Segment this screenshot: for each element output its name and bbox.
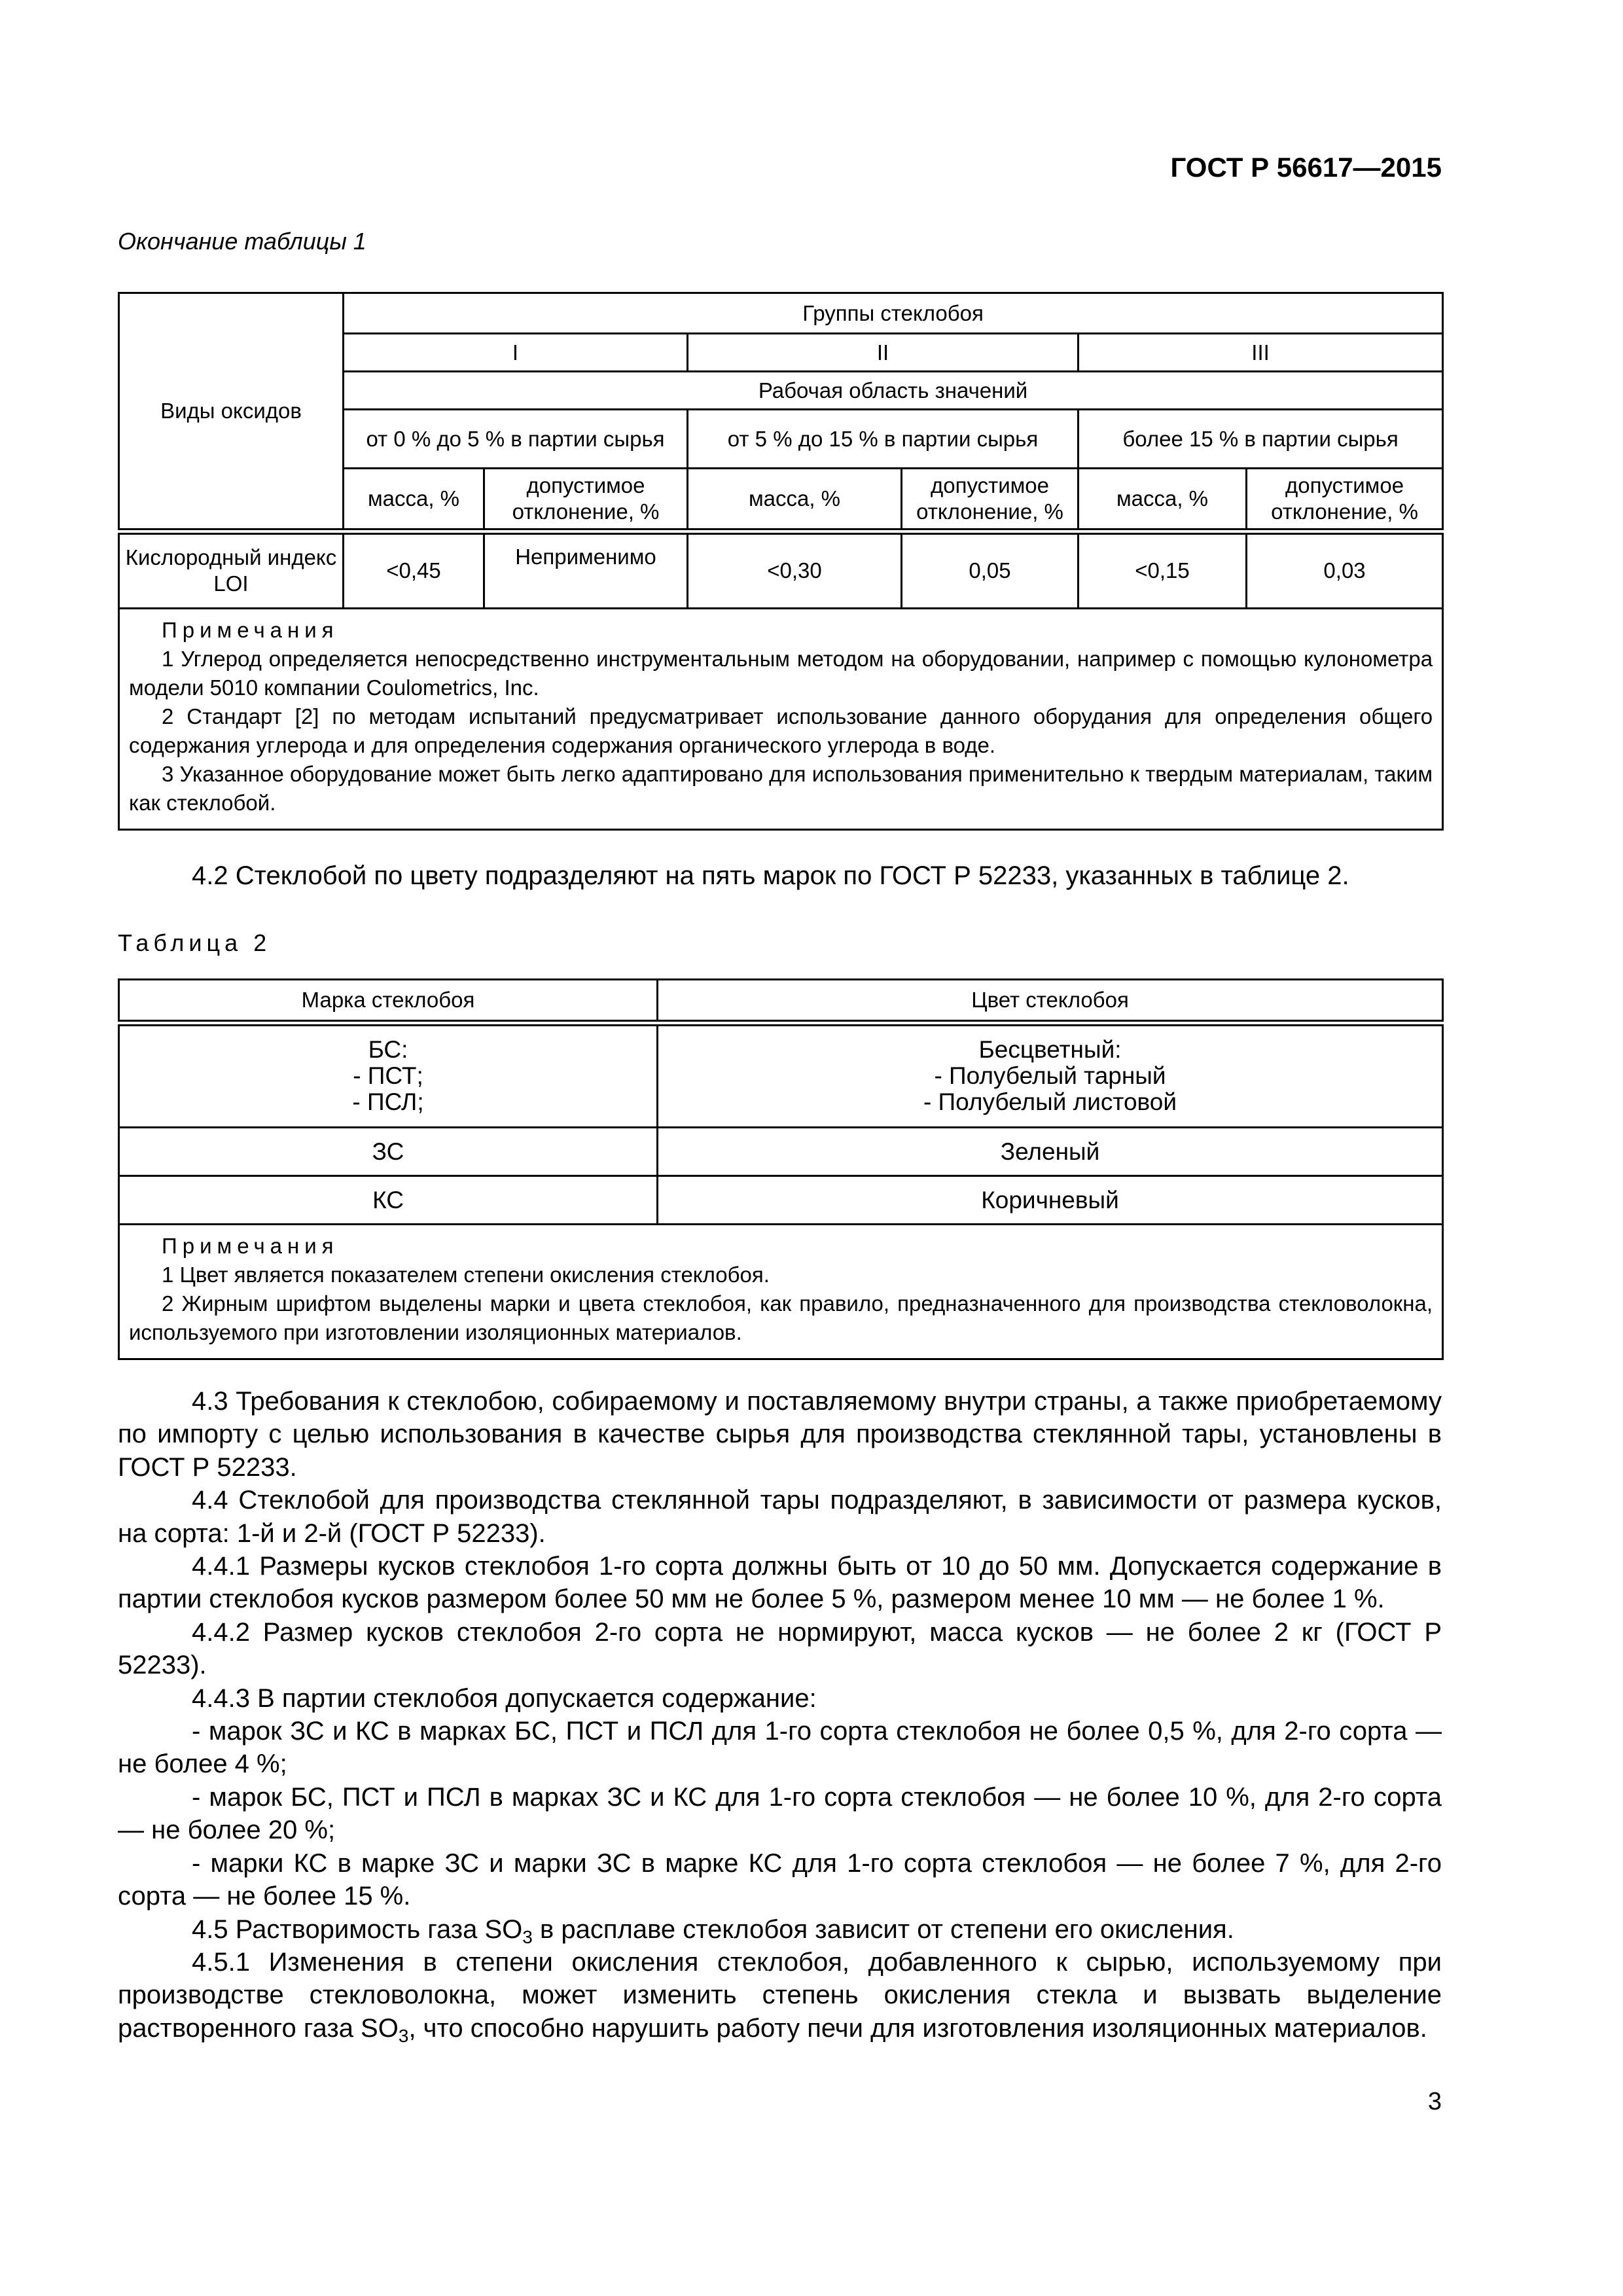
group-3: III bbox=[1079, 334, 1443, 372]
header-color: Цвет стеклобоя bbox=[658, 980, 1443, 1023]
note: 1 Цвет является показателем степени окисления стеклобоя. bbox=[162, 1263, 770, 1287]
document-header-id: ГОСТ Р 56617—2015 bbox=[1170, 152, 1442, 183]
paragraph-4-3: 4.3 Требования к стеклобою, собираемому и поставляемому внутри страны, а также приобретаемому по импорту с целью использования в качестве сырья для производства стеклянной тары, установлены в ГОСТ Р 52233. bbox=[118, 1387, 1442, 1482]
group-2: II bbox=[688, 334, 1079, 372]
subheader-deviation: допустимое отклонение, % bbox=[902, 469, 1079, 531]
paragraph-4-2: 4.2 Стеклобой по цвету подразделяют на пять марок по ГОСТ Р 52233, указанных в таблице 2. bbox=[192, 861, 1349, 890]
subheader-deviation: допустимое отклонение, % bbox=[1247, 469, 1443, 531]
subheader-mass: масса, % bbox=[1079, 469, 1247, 531]
color-line: - Полубелый тарный bbox=[934, 1062, 1166, 1090]
table-row bbox=[119, 531, 1443, 609]
notes-title: Примечания bbox=[162, 618, 339, 642]
mark-cell: КС bbox=[119, 1176, 658, 1225]
subheader-mass: масса, % bbox=[688, 469, 902, 531]
paragraph-4-4-3: 4.4.3 В партии стеклобоя допускается содержание: bbox=[192, 1683, 817, 1713]
note: 2 Жирным шрифтом выделены марки и цвета стеклобоя, как правило, предназначенного для производства стекловолокна, используемого при изготовлении изоляционных материалов. bbox=[129, 1291, 1433, 1344]
table2-notes bbox=[119, 1225, 1443, 1359]
color-cell: Зеленый bbox=[658, 1128, 1443, 1176]
text: , что способно нарушить работу печи для изготовления изоляционных материалов. bbox=[408, 2013, 1427, 2043]
color-cell bbox=[658, 1023, 1443, 1128]
page-number: 3 bbox=[1427, 2088, 1442, 2115]
range-1: от 0 % до 5 % в партии сырья bbox=[344, 410, 688, 469]
paragraph-4-4: 4.4 Стеклобой для производства стеклянной тары подразделяют, в зависимости от размера кусков, на сорта: 1-й и 2-й (ГОСТ Р 52233). bbox=[118, 1486, 1442, 1548]
cell: 0,03 bbox=[1247, 531, 1443, 609]
group-1: I bbox=[344, 334, 688, 372]
cell: <0,15 bbox=[1079, 531, 1247, 609]
subheader-mass: масса, % bbox=[344, 469, 484, 531]
table-row bbox=[119, 1128, 1443, 1176]
row-header: Виды оксидов bbox=[119, 293, 344, 531]
list-item: - марок ЗС и КС в марках БС, ПСТ и ПСЛ для 1-го сорта стеклобоя не более 0,5 %, для 2-го сорта — не более 4 %; bbox=[118, 1717, 1442, 1779]
table-row bbox=[119, 1023, 1443, 1128]
mark-line: - ПСЛ; bbox=[352, 1088, 424, 1116]
list-item: - марки КС в марке ЗС и марки ЗС в марке КС для 1-го сорта стеклобоя — не более 7 %, для 2-го сорта — не более 15 %. bbox=[118, 1848, 1442, 1911]
mark-cell bbox=[119, 1023, 658, 1128]
table1-caption: Окончание таблицы 1 bbox=[118, 228, 366, 255]
range-3: более 15 % в партии сырья bbox=[1079, 410, 1443, 469]
paragraph-4-4-1: 4.4.1 Размеры кусков стеклобоя 1-го сорта должны быть от 10 до 50 мм. Допускается содержание в партии стеклобоя кусков размером более 50 мм не более 5 %, размером менее 10 мм — не более 1 %. bbox=[118, 1552, 1442, 1614]
note: 2 Стандарт [2] по методам испытаний предусматривает использование данного оборудания для определения общего содержания углерода и для определения содержания органического углерода в воде. bbox=[129, 704, 1433, 757]
range-title: Рабочая область значений bbox=[344, 372, 1443, 410]
paragraph-4-5-1 bbox=[118, 1946, 1442, 2045]
subscript: 3 bbox=[398, 2025, 409, 2046]
range-2: от 5 % до 15 % в партии сырья bbox=[688, 410, 1079, 469]
cell: Неприменимо bbox=[484, 531, 688, 609]
cell: <0,45 bbox=[344, 531, 484, 609]
subheader-deviation: допустимое отклонение, % bbox=[484, 469, 688, 531]
text: 4.5.1 Изменения в степени окисления стеклобоя, добавленного к сырью, используемому при производстве стекловолокна, может изменить степень окисления стекла и вызвать выделение растворенного газа SO bbox=[118, 1947, 1442, 2043]
header-mark: Марка стеклобоя bbox=[119, 980, 658, 1023]
table2-colors bbox=[118, 978, 1444, 1360]
mark-line: - ПСТ; bbox=[353, 1062, 423, 1090]
paragraph-4-5 bbox=[118, 1913, 1442, 1946]
notes-title: Примечания bbox=[162, 1234, 339, 1258]
paragraph-4-4-2: 4.4.2 Размер кусков стеклобоя 2-го сорта не нормируют, масса кусков — не более 2 кг (ГОСТ Р 52233). bbox=[118, 1617, 1442, 1680]
groups-title: Группы стеклобоя bbox=[344, 293, 1443, 334]
list-item: - марок БС, ПСТ и ПСЛ в марках ЗС и КС для 1-го сорта стеклобоя — не более 10 %, для 2-го сорта — не более 20 %; bbox=[118, 1782, 1442, 1845]
color-line: - Полубелый листовой bbox=[923, 1088, 1177, 1116]
color-cell: Коричневый bbox=[658, 1176, 1443, 1225]
cell: 0,05 bbox=[902, 531, 1079, 609]
table-row bbox=[119, 1176, 1443, 1225]
note: 1 Углерод определяется непосредственно инструментальным методом на оборудовании, например с помощью кулонометра модели 5010 компании Coulometrics, Inc. bbox=[129, 647, 1433, 700]
cell: <0,30 bbox=[688, 531, 902, 609]
oxide-name: Кислородный индекс LOI bbox=[119, 531, 344, 609]
color-line: Бесцветный: bbox=[978, 1036, 1122, 1064]
mark-cell: ЗС bbox=[119, 1128, 658, 1176]
subscript: 3 bbox=[522, 1926, 533, 1947]
mark-line: БС: bbox=[368, 1036, 408, 1064]
table2-caption: Таблица 2 bbox=[118, 929, 272, 956]
body-text bbox=[118, 1385, 1442, 2045]
text: 4.5 Растворимость газа SO bbox=[192, 1914, 523, 1944]
text: в расплаве стеклобоя зависит от степени его окисления. bbox=[532, 1914, 1234, 1944]
table1-oxides bbox=[118, 292, 1444, 831]
note: 3 Указанное оборудование может быть легко адаптировано для использования применительно к твердым материалам, таким как стеклобой. bbox=[129, 762, 1433, 815]
table1-notes bbox=[119, 609, 1443, 830]
